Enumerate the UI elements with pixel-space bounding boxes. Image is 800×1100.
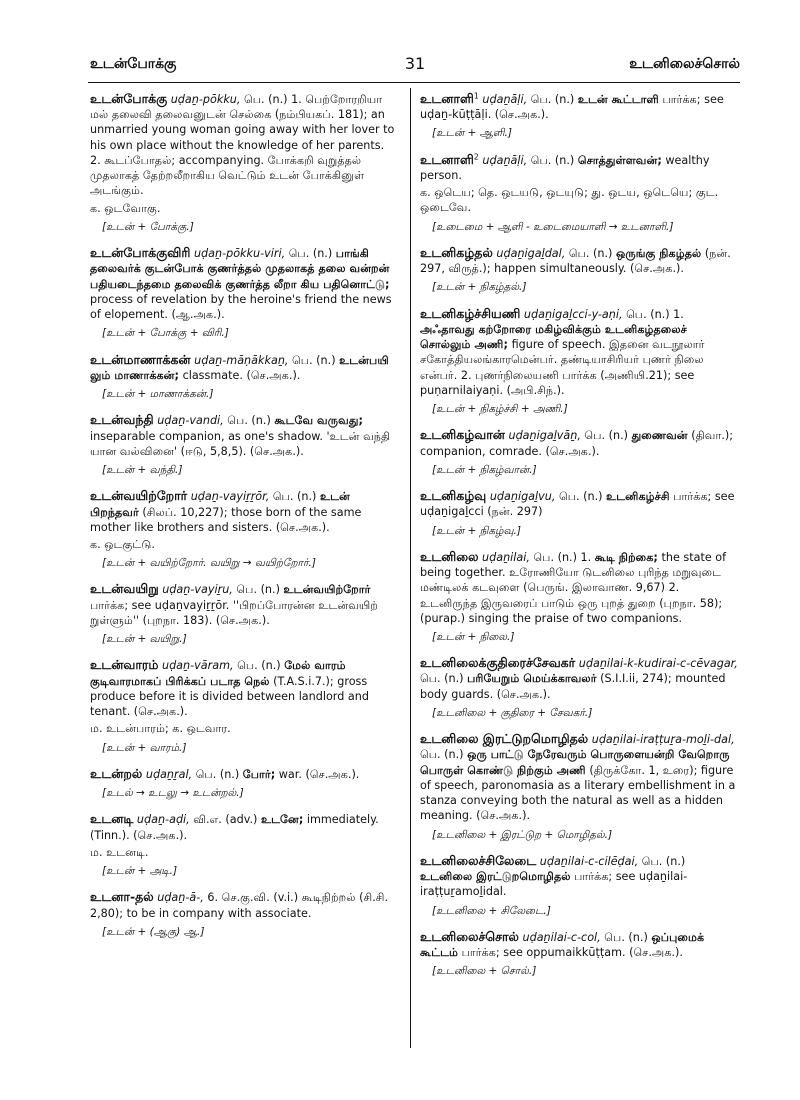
cognates: க. ஒடகுட்டு. (90, 537, 155, 551)
tamil-definition: உடனிலை இரட்டுறமொழிதல் (420, 870, 571, 884)
cognates: ம. உடனடி. (90, 845, 149, 859)
etymology: [உடன் + போக்கு.] (102, 220, 194, 233)
etymology: [உடன் + மாணாக்கன்.] (102, 388, 214, 401)
dictionary-entry (90, 888, 398, 939)
etymology: [உடன் + வயிற்றோர். வயிறு → வயிற்றோர்.] (102, 557, 316, 570)
transliteration: uḍaṉigaḻdal, (496, 246, 566, 260)
headword: உடனிலை இரட்டுறமொழிதல் (420, 731, 589, 747)
definition-text: (சிலப். 10,227); those born of the same mother like brothers and sisters. (செ.அக.). (90, 505, 362, 534)
transliteration: uḍaṉ-vandi, (157, 414, 224, 428)
etymology: [உடன் + நிலை.] (432, 630, 515, 643)
transliteration: uḍaṉ-ā-, (157, 891, 204, 905)
dictionary-entry (90, 656, 398, 754)
etymology: [உடனிலை + இரட்டுற + மொழிதல்.] (432, 828, 613, 841)
transliteration: uḍaṉilai-c-col, (522, 930, 601, 944)
definition-text: (திவா.); companion, comrade. (செ.அக.). (420, 429, 734, 458)
etymology: [உடன் + வந்தி.] (102, 464, 183, 477)
grammar-label: பெ. (n.) (641, 854, 686, 868)
transliteration: uḍaṉ-pōkku-viri, (193, 247, 286, 261)
grammar-label: பெ. (n.) (420, 748, 464, 762)
headword: உடன்மாணாக்கன் (90, 351, 191, 367)
grammar-label: பெ. (n.) 1. (626, 307, 684, 321)
homograph-number: 1 (473, 91, 479, 101)
tamil-definition: கூடவே வருவது; (274, 414, 364, 428)
transliteration: uḍaṉāḷi, (482, 153, 528, 167)
etymology: [உடனிலை + சிலேடை.] (432, 904, 551, 917)
tamil-definition: பாங்கி தலைவர்க் குடன்போக் குணர்த்தல் முதலாகத் தலை வன்றன் பதியடைந்தமை தலைவிக் குணர்த்த லீறா கிய பதினொட்டு; (90, 247, 390, 291)
headword: உடன்போக்குவிரி (90, 245, 191, 261)
grammar-label: பெ. (n.) (530, 93, 575, 106)
headword: உடனிலைச்சிலேடை (420, 852, 537, 868)
definition-text: (திருக்கோ. 1, உரை); figure of speech, paronomasia as a literary embellishment in a stanza conveying both the natural as well as a hidden meaning. (செ.அக.). (420, 763, 736, 823)
transliteration: uḍaṉilai-iraṭṭuṟa-moḻi-dal, (591, 733, 735, 747)
tamil-definition: சொத்துள்ளவன்; (577, 153, 662, 167)
transliteration: uḍaṉilai-c-cilēḍai, (539, 854, 639, 868)
transliteration: uḍaṉṟal, (145, 767, 193, 781)
dictionary-entry (90, 244, 398, 340)
homograph-number: 2 (473, 152, 479, 161)
dictionary-entry (420, 928, 740, 979)
definition-text: process of revelation by the heroine's friend the news of elopement. (ஆ.அக.). (90, 292, 392, 322)
transliteration: uḍaṉigaḻvāṉ, (508, 429, 581, 443)
tamil-definition: மேல் வாரம் குடிவாரமாகப் பிரிக்கப் படாத நெல் (90, 659, 346, 688)
definition-text: பார்க்க; see uḍaṉvayiṟṟōr. ''பிறப்போரன்ன உடன்வயிற் றுள்ளும்'' (புறநா. 183). (செ.அக.). (90, 598, 379, 627)
definition-text: பார்க்க; see uḍaṉ-kūṭṭāḷi. (செ.அக.). (420, 93, 724, 122)
etymology: [உடன் + வாரம்.] (102, 741, 187, 754)
page-number: 31 (404, 54, 426, 73)
dictionary-entry (420, 305, 740, 417)
dictionary-entry (90, 580, 398, 646)
tamil-definition: உடன்பயி லும் மாணாக்கன்; (90, 353, 389, 382)
right-column (420, 90, 740, 989)
left-column (90, 90, 398, 949)
grammar-label: 6. செ.கு.வி. (v.i.) (207, 891, 299, 905)
tamil-definition: அஃதாவது கற்றோரை மகிழ்விக்கும் உடனிகழ்தலைச் சொல்லும் அணி; (420, 322, 687, 352)
grammar-label: பெ. (n.) (604, 930, 648, 944)
dictionary-entry (90, 810, 398, 878)
etymology: [உடன் + நிகழ்வான்.] (432, 463, 537, 476)
dictionary-entry (90, 90, 398, 234)
grammar-label: பெ. (n.) (288, 247, 333, 261)
header-rule (88, 82, 740, 83)
etymology: [உடன் + வயிறு.] (102, 633, 187, 646)
grammar-label: பெ. (n.) (237, 659, 281, 673)
dictionary-entry (420, 90, 740, 141)
column-divider (410, 88, 411, 1048)
dictionary-entry (90, 487, 398, 570)
transliteration: uḍaṉ-pōkku, (170, 93, 241, 106)
etymology: [உடனிலை + சொல்.] (432, 965, 537, 978)
headword: உடனிகழ்வான் (420, 427, 505, 443)
etymology: [உடன் + போக்கு + விரி.] (102, 327, 229, 340)
transliteration: uḍaṉ-vāram, (161, 659, 234, 673)
headword: உடன்வயிற்றோர் (90, 488, 188, 504)
definition-text: figure of speech. இதனை வடநூலார் சகோத்தியலங்காரமென்பர். தண்டியாசிரியர் புணர் நிலை என்பர். 2. புணர்நிலையணி பார்க்க (அணியி.21); see puṇarnilaiyaṇi. (அபி.சிந்.). (420, 338, 705, 397)
definition-text: wealthy person. (420, 153, 710, 182)
dictionary-entry (90, 765, 398, 801)
tamil-definition: உடனே; (260, 813, 304, 827)
grammar-label: பெ. (n.) (227, 414, 271, 428)
headword: உடனடி (90, 811, 134, 827)
definition-text: the state of being together. உரோணியோ டுடனிலை புரிந்த மறுவுடை மண்டிலக் கடவுளை (பெருங். இலாவாண. 9,67) 2. உடனிருந்த இருவரைப் பாடும் ஒரு புறத் துறை (புறநா. 58); (purap.) singing the praise of two companions. (420, 550, 727, 625)
dictionary-entry (420, 730, 740, 842)
headword: உடன்றல் (90, 765, 143, 781)
definition-text: immediately. (Tinn.). (செ.அக.). (90, 813, 379, 842)
etymology: [உடன் + நிகழ்ச்சி + அணி.] (432, 403, 568, 416)
etymology: [உடல் → உடலு → உடன்றல்.] (102, 787, 244, 800)
grammar-label: பெ. (n.) (292, 353, 336, 367)
tamil-definition: போர்; (242, 767, 276, 781)
transliteration: uḍaṉ-aḍi, (136, 813, 190, 827)
etymology: [உடன் + அடி.] (102, 865, 178, 878)
page-header (90, 56, 740, 80)
tamil-definition: உடன் பிறந்தவர் (90, 490, 350, 519)
dictionary-entry (420, 654, 740, 720)
transliteration: uḍaṉigaḻvu, (489, 490, 556, 504)
headword: உடனிலைக்குதிரைச்சேவகர் (420, 655, 576, 671)
definition-text: (நன். 297, விருத்.); happen simultaneously. (செ.அக.). (420, 246, 731, 276)
transliteration: uḍaṉ-māṇākkaṉ, (194, 353, 289, 367)
tamil-definition: பரியேறும் மெய்க்காவலர் (467, 672, 597, 686)
tamil-definition: ஒரு பாட்டு நேரேவரும் பொருளையன்றி வேறொரு பொருள் கொண்டு நிற்கும் அணி (420, 748, 730, 777)
transliteration: uḍaṉigaḻcci-y-aṇi, (523, 307, 623, 321)
transliteration: uḍaṉ-vayiṟṟōr, (190, 490, 270, 504)
headword: உடனா-தல் (90, 889, 154, 905)
grammar-label: வி.எ. (adv.) (193, 813, 258, 827)
cognates: ம. உடன்பாரம்; க. ஒடவார. (90, 722, 231, 736)
transliteration: uḍaṉāḷi, (482, 93, 528, 106)
definition-text: பெற்றோரறியா மல் தலைவி தலைவனுடன் செல்கை (நம்பியகப். 181); an unmarried young woman going away with her lover to his own place without the knowledge of her parents. 2. கூடப்போதல்; accompanying. போக்கறி வுறுத்தல் முதலாகத் தேற்றலீறாகிய வெட்டும் உடன் போக்கினுள் அடங்கும். (90, 93, 395, 198)
tamil-definition: உடன் கூட்டாளி (577, 93, 659, 106)
cognates: க. ஒடெய; தெ. ஒடயடு, ஒடயுடு; து. ஒடய, ஒடெயெ; குட. ஒடைவே. (420, 186, 719, 215)
transliteration: uḍaṉilai-k-kudirai-c-cēvagar, (578, 657, 738, 671)
grammar-label: பெ. (n.) (272, 490, 317, 504)
dictionary-entry (420, 852, 740, 918)
grammar-label: பெ. (n.) (558, 490, 603, 504)
etymology: [உடன் + (ஆகு) ஆ.] (102, 925, 205, 938)
headword: உடனிகழ்தல் (420, 244, 493, 260)
headword: உடனாளி (420, 91, 474, 106)
grammar-label: பெ. (n.) (530, 153, 575, 167)
etymology: [உடன் + ஆளி.] (432, 127, 512, 140)
headword: உடனிகழ்வு (420, 488, 487, 504)
headword: உடனாளி (420, 151, 474, 167)
header-right-guideword: உடனிலைச்சொல் (629, 56, 740, 72)
dictionary-entry (420, 548, 740, 644)
dictionary-entry (420, 151, 740, 234)
grammar-label: பெ. (n.) (568, 246, 613, 260)
etymology: [உடைமை + ஆளி - உடைமையாளி → உடனாளி.] (432, 220, 674, 233)
tamil-definition: உடனிகழ்ச்சி (606, 490, 670, 504)
etymology: [உடன் + நிகழ்வு.] (432, 524, 521, 537)
etymology: [உடன் + நிகழ்தல்.] (432, 281, 527, 294)
dictionary-entry (90, 411, 398, 477)
transliteration: uḍaṉ-vayiṟu, (162, 583, 233, 597)
header-left-guideword: உடன்போக்கு (90, 56, 177, 72)
headword: உடனிலைச்சொல் (420, 928, 519, 944)
grammar-label: பெ. (n.) 1. (244, 93, 302, 106)
headword: உடன்வந்தி (90, 412, 154, 428)
grammar-label: பெ. (n.) (420, 672, 464, 686)
definition-text: பார்க்க; see oppumaikkūṭṭam. (செ.அக.). (461, 946, 683, 960)
definition-text: (T.A.S.i.7.); gross produce before it is divided between landlord and tenant. (செ.அக.). (90, 674, 369, 719)
grammar-label: பெ. (n.) (236, 583, 280, 597)
grammar-label: பெ. (n.) (584, 429, 629, 443)
tamil-definition: உடன்வயிற்றோர் (283, 583, 371, 597)
tamil-definition: கூடி நிற்கை; (594, 550, 658, 564)
grammar-label: பெ. (n.) 1. (533, 550, 592, 564)
definition-text: பார்க்க; see uḍaṉilai-iraṭṭuṟamoḻidal. (420, 870, 688, 899)
dictionary-entry (90, 351, 398, 402)
dictionary-entry (420, 487, 740, 538)
cognates: க. ஒடவோகு. (90, 201, 161, 215)
headword: உடன்வயிறு (90, 581, 159, 597)
grammar-label: பெ. (n.) (195, 767, 240, 781)
headword: உடன்வாரம் (90, 657, 159, 673)
definition-text: classmate. (செ.அக.). (182, 368, 301, 382)
headword: உடனிலை (420, 548, 479, 564)
tamil-definition: ஒருங்கு நிகழ்தல் (615, 246, 702, 260)
headword: உடனிகழ்ச்சியணி (420, 305, 521, 321)
definition-text: war. (செ.அக.). (278, 767, 360, 781)
tamil-definition: ஒப்புமைக் கூட்டம் (420, 930, 705, 960)
definition-text: கூடிநிற்றல் (சி.சி. 2,80); to be in company with associate. (90, 891, 389, 920)
tamil-definition: துணைவன் (631, 429, 688, 443)
definition-text: பார்க்க; see uḍaṉigaḻcci (நன். 297) (420, 490, 735, 519)
dictionary-entry (420, 244, 740, 295)
definition-text: inseparable companion, as one's shadow. 'உடன் வந்தி யான வல்வினை' (ஈடு, 5,8,5). (செ.அக.). (90, 429, 391, 458)
headword: உடன்போக்கு (90, 91, 168, 106)
transliteration: uḍaṉilai, (482, 550, 530, 564)
dictionary-entry (420, 426, 740, 477)
etymology: [உடனிலை + குதிரை + சேவகர்.] (432, 706, 593, 719)
definition-text: (S.I.I.ii, 274); mounted body guards. (செ.அக.). (420, 672, 726, 701)
